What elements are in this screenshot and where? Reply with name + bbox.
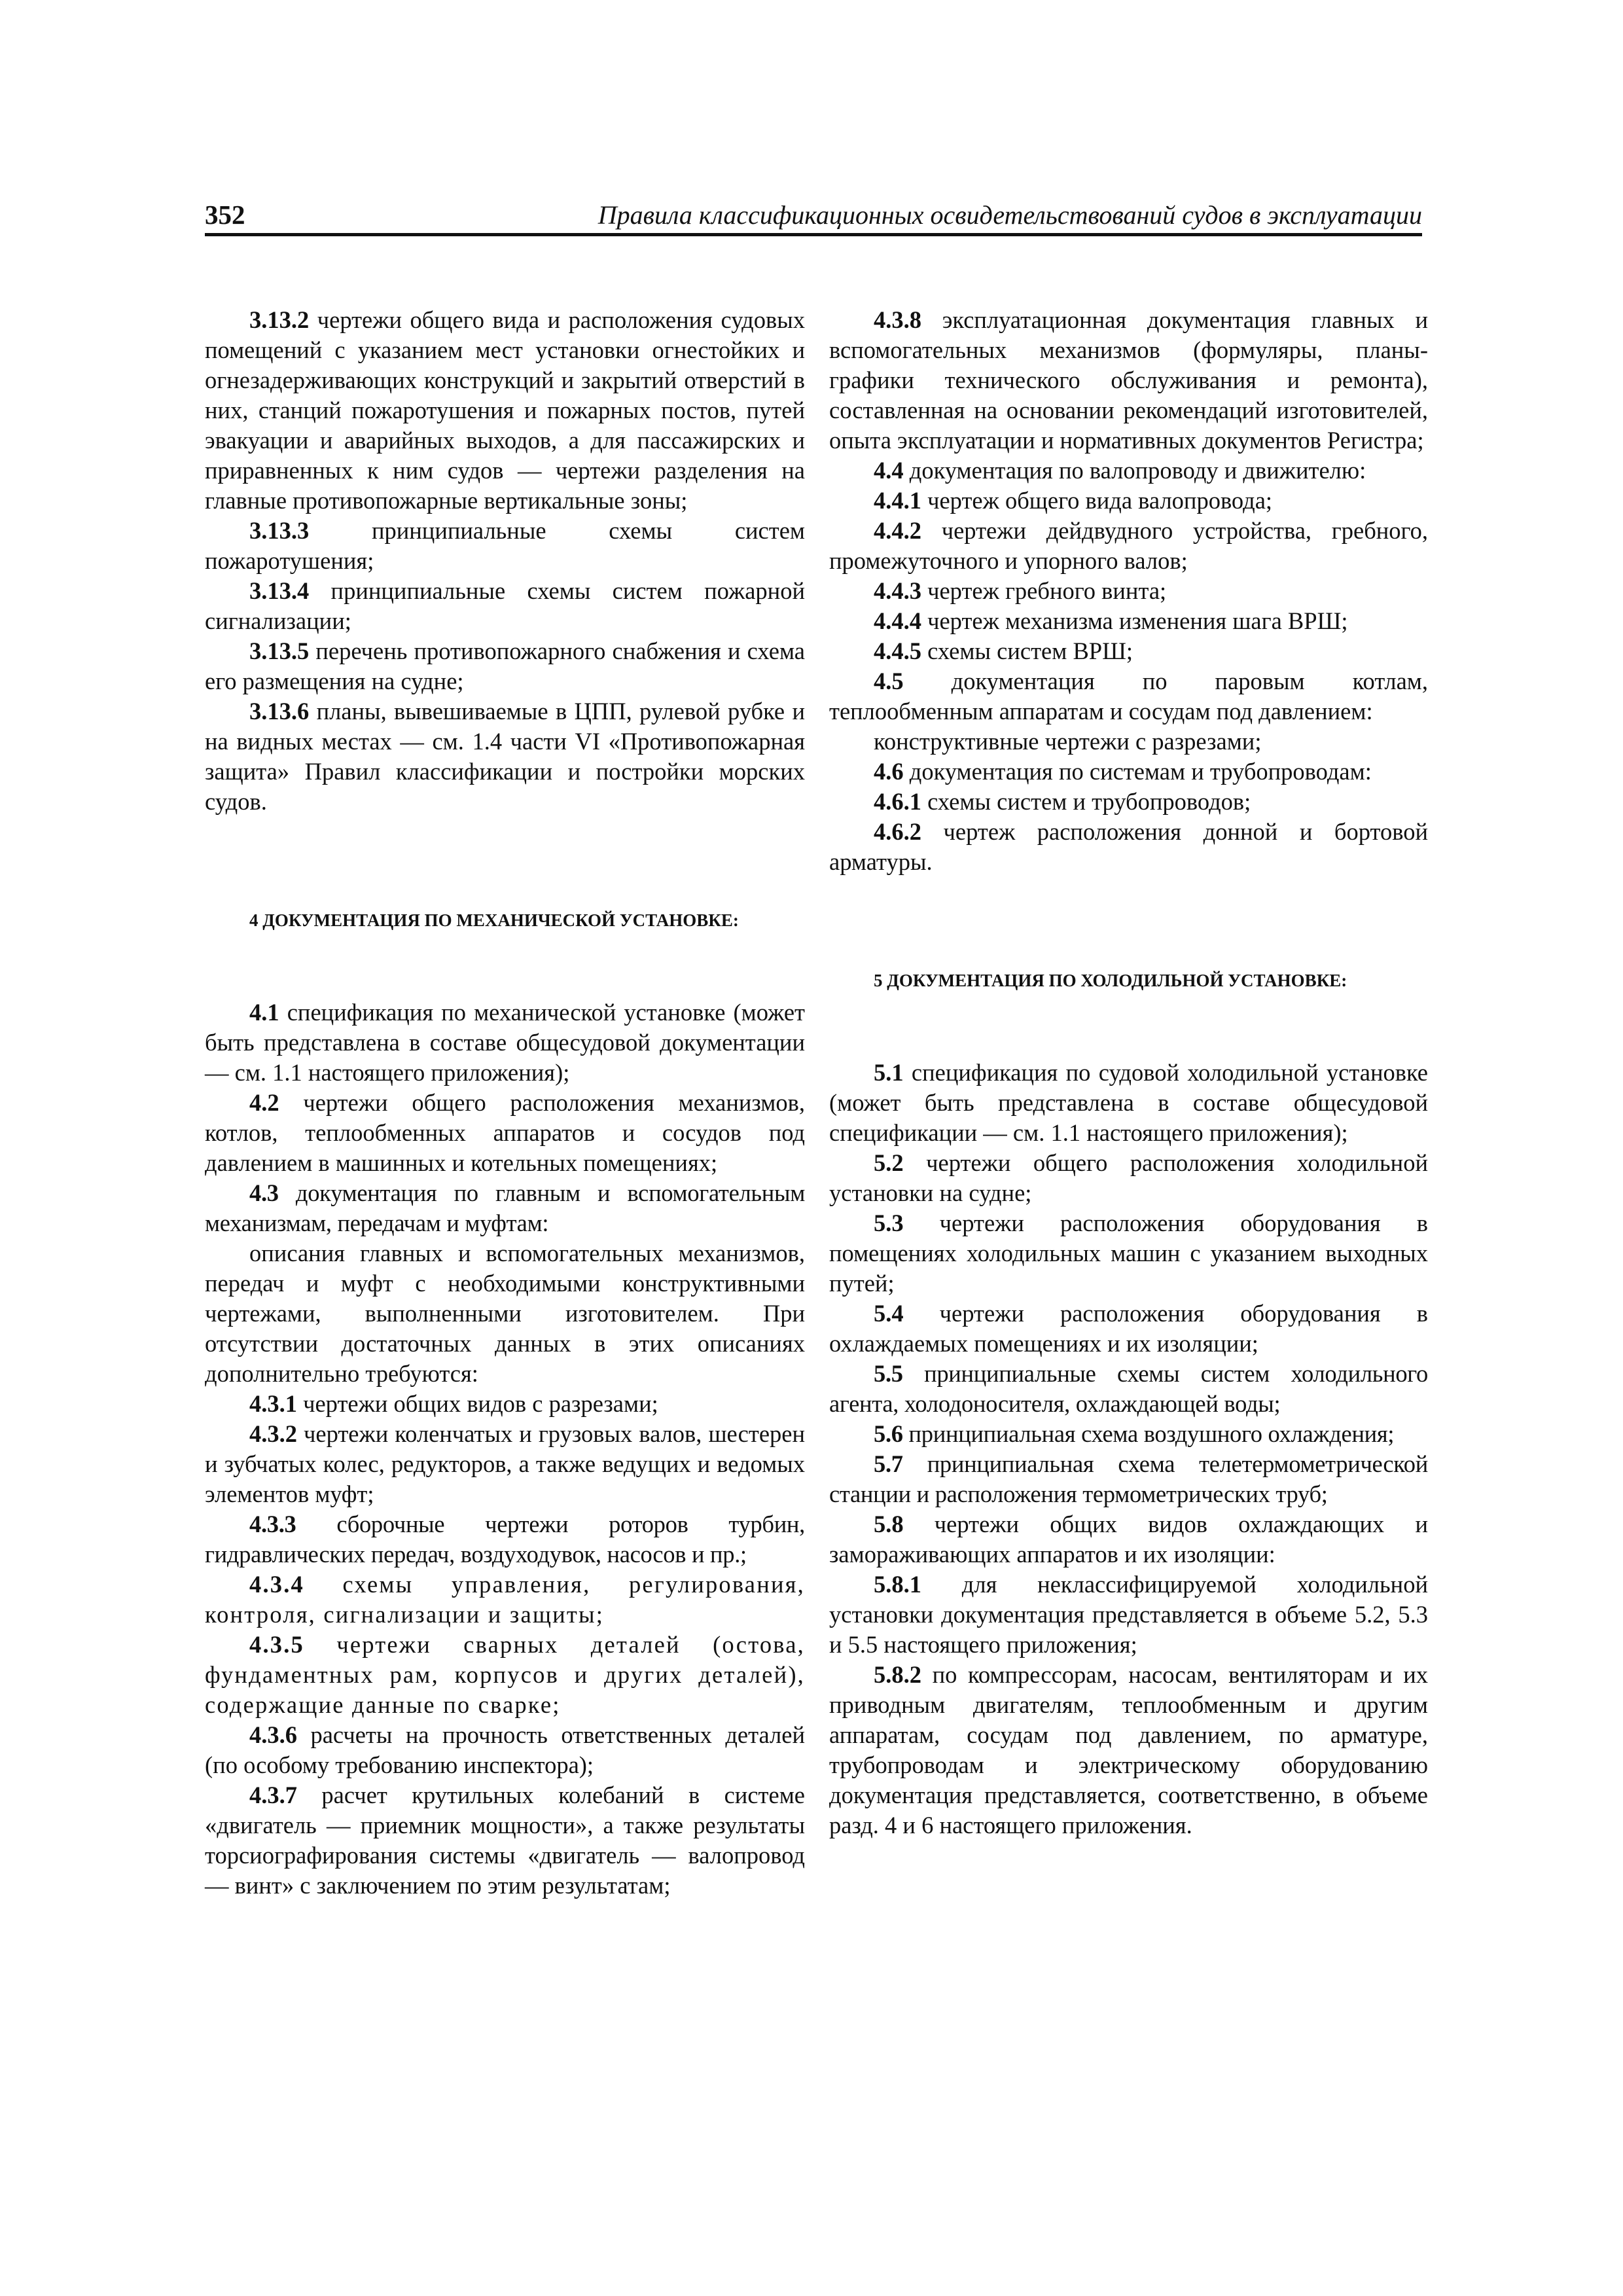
paragraph-4-3-4 (205, 1570, 805, 1630)
item-number: 4.5 (874, 668, 904, 694)
paragraph-3-13-6 (205, 696, 805, 817)
item-number: 4.4.2 (874, 517, 921, 544)
item-text: документация по паровым котлам, теплообменным аппаратам и сосудам под давлением: (829, 668, 1428, 725)
item-text: схемы управления, регулирования, контроля, сигнализации и защиты; (205, 1571, 805, 1628)
paragraph-3-13-4 (205, 576, 805, 636)
item-number: 4.3.4 (249, 1571, 304, 1598)
paragraph-4-4-1 (829, 486, 1428, 516)
item-text: расчеты на прочность ответственных деталей (по особому требованию инспектора); (205, 1721, 805, 1778)
paragraph-5-8-2 (829, 1660, 1428, 1840)
paragraph-5-5 (829, 1359, 1428, 1419)
paragraph-5-3 (829, 1208, 1428, 1299)
item-text: чертежи дейдвудного устройства, гребного, промежуточного и упорного валов; (829, 517, 1428, 574)
item-number: 3.13.6 (249, 698, 310, 725)
item-number: 4.3.2 (249, 1420, 297, 1447)
item-text: планы, вывешиваемые в ЦПП, рулевой рубке и на видных местах — см. 1.4 части VI «Противопожарная защита» Правил классификации и постройки морских судов. (205, 698, 805, 815)
item-number: 4.3.6 (249, 1721, 297, 1748)
item-number: 4.4.5 (874, 637, 921, 664)
item-number: 4.6.2 (874, 818, 921, 845)
item-text: чертежи сварных деталей (остова, фундаментных рам, корпусов и других деталей), содержащие данные по сварке; (205, 1631, 805, 1718)
paragraph-4-2 (205, 1088, 805, 1178)
item-text: принципиальная схема воздушного охлаждения; (902, 1420, 1395, 1447)
item-text: чертежи общего расположения механизмов, котлов, теплообменных аппаратов и сосудов под давлением в машинных и котельных помещениях; (205, 1089, 805, 1176)
item-number: 3.13.4 (249, 577, 310, 604)
page-number: 352 (205, 200, 245, 230)
item-text: чертежи общего вида и расположения судовых помещений с указанием мест установки огнестойких и огнезадерживающих конструкций и закрытий отверстий в них, станций пожаротушения и пожарных постов, путей эвакуации и аварийных выходов, а для пассажирских и приравненных к ним судов — чертежи разделения на главные противопожарные вертикальные зоны; (205, 306, 805, 514)
item-text: перечень противопожарного снабжения и схема его размещения на судне; (205, 637, 805, 694)
item-text: чертежи общих видов с разрезами; (297, 1390, 658, 1417)
item-number: 4.3.1 (249, 1390, 297, 1417)
paragraph-4-4 (829, 456, 1428, 486)
item-text: чертеж расположения донной и бортовой арматуры. (829, 818, 1428, 875)
paragraph-5-7 (829, 1449, 1428, 1509)
paragraph-4-3-5 (205, 1630, 805, 1720)
paragraph-4-3-3 (205, 1509, 805, 1570)
item-number: 4.3.3 (249, 1511, 296, 1537)
item-text: принципиальные схемы систем пожарной сигнализации; (205, 577, 805, 634)
item-number: 5.1 (874, 1059, 904, 1086)
item-number: 3.13.2 (249, 306, 310, 333)
paragraph-4-6 (829, 757, 1428, 787)
item-text: спецификация по механической установке (может быть представлена в составе общесудовой документации — см. 1.1 настоящего приложения); (205, 999, 805, 1086)
item-text: чертеж механизма изменения шага ВРШ; (921, 607, 1348, 634)
paragraph-4-4-4 (829, 606, 1428, 636)
item-number: 5.7 (874, 1450, 903, 1477)
paragraph-4-3-6 (205, 1720, 805, 1780)
paragraph-3-13-3 (205, 516, 805, 576)
paragraph-5-4 (829, 1299, 1428, 1359)
paragraph-5-6 (829, 1419, 1428, 1449)
item-number: 3.13.5 (249, 637, 310, 664)
item-number: 4.3.7 (249, 1782, 297, 1808)
item-number: 5.8 (874, 1511, 904, 1537)
item-text: документация по валопроводу и движителю: (903, 457, 1366, 484)
item-number: 4.1 (249, 999, 279, 1026)
paragraph-5-8 (829, 1509, 1428, 1570)
paragraph-3-13-2 (205, 305, 805, 516)
page-header (205, 196, 1422, 236)
item-number: 4.3.8 (874, 306, 921, 333)
paragraph-3-13-5 (205, 636, 805, 696)
paragraph-4-4-5 (829, 636, 1428, 666)
item-text: документация по системам и трубопроводам: (903, 758, 1372, 785)
item-number: 4.3 (249, 1179, 279, 1206)
running-title: Правила классификационных освидетельствований судов в эксплуатации (597, 200, 1422, 230)
paragraph-4-5-description (829, 726, 1428, 757)
item-number: 5.4 (874, 1300, 904, 1327)
paragraph-4-3-1 (205, 1389, 805, 1419)
paragraph-4-3-description (205, 1238, 805, 1389)
item-text: чертеж гребного винта; (921, 577, 1167, 604)
item-text: чертежи общего расположения холодильной установки на судне; (829, 1149, 1428, 1206)
item-text: схемы систем и трубопроводов; (921, 788, 1251, 815)
item-text: принципиальная схема телетермометрической станции и расположения термометрических труб; (829, 1450, 1428, 1507)
item-text: принципиальные схемы систем пожаротушения; (205, 517, 805, 574)
paragraph-4-3-7 (205, 1780, 805, 1901)
item-text: эксплуатационная документация главных и вспомогательных механизмов (формуляры, планы-графики технического обслуживания и ремонта), составленная на основании рекомендаций изготовителей, опыта эксплуатации и нормативных документов Регистра; (829, 306, 1428, 454)
item-text: для неклассифицируемой холодильной установки документация представляется в объеме 5.2, 5.3 и 5.5 настоящего приложения; (829, 1571, 1428, 1658)
item-number: 5.3 (874, 1210, 904, 1236)
paragraph-5-8-1 (829, 1570, 1428, 1660)
item-number: 5.2 (874, 1149, 904, 1176)
item-text: чертеж общего вида валопровода; (921, 487, 1273, 514)
paragraph-4-3-8 (829, 305, 1428, 456)
right-column (829, 305, 1428, 1840)
item-text: схемы систем ВРШ; (921, 637, 1133, 664)
item-number: 4.6 (874, 758, 904, 785)
item-number: 4.3.5 (249, 1631, 304, 1658)
item-number: 4.4.3 (874, 577, 921, 604)
paragraph-4-1 (205, 997, 805, 1088)
item-number: 3.13.3 (249, 517, 310, 544)
section-5-heading: 5 ДОКУМЕНТАЦИЯ ПО ХОЛОДИЛЬНОЙ УСТАНОВКЕ: (874, 971, 1347, 990)
item-text: чертежи расположения оборудования в помещениях холодильных машин с указанием выходных путей; (829, 1210, 1428, 1297)
item-number: 4.4.4 (874, 607, 921, 634)
item-number: 5.8.2 (874, 1661, 921, 1688)
item-text: принципиальные схемы систем холодильного агента, холодоносителя, охлаждающей воды; (829, 1360, 1428, 1417)
item-number: 5.5 (874, 1360, 903, 1387)
paragraph-4-3-2 (205, 1419, 805, 1509)
item-number: 4.4 (874, 457, 904, 484)
item-text: сборочные чертежи роторов турбин, гидравлических передач, воздуходувок, насосов и пр.; (205, 1511, 805, 1568)
paragraph-5-1 (829, 1058, 1428, 1148)
item-number: 4.6.1 (874, 788, 921, 815)
item-text: конструктивные чертежи с разрезами; (874, 728, 1262, 755)
item-number: 4.2 (249, 1089, 279, 1116)
paragraph-4-5 (829, 666, 1428, 726)
item-text: чертежи общих видов охлаждающих и замораживающих аппаратов и их изоляции: (829, 1511, 1428, 1568)
paragraph-4-6-1 (829, 787, 1428, 817)
item-text: документация по главным и вспомогательным механизмам, передачам и муфтам: (205, 1179, 805, 1236)
item-text: чертежи расположения оборудования в охлаждаемых помещениях и их изоляции; (829, 1300, 1428, 1357)
paragraph-4-3 (205, 1178, 805, 1238)
item-number: 5.8.1 (874, 1571, 921, 1598)
paragraph-4-6-2 (829, 817, 1428, 877)
section-4-heading: 4 ДОКУМЕНТАЦИЯ ПО МЕХАНИЧЕСКОЙ УСТАНОВКЕ: (249, 910, 739, 930)
item-number: 5.6 (874, 1420, 903, 1447)
item-text: описания главных и вспомогательных механизмов, передач и муфт с необходимыми конструктивными чертежами, выполненными изготовителем. При отсутствии достаточных данных в этих описаниях дополнительно требуются: (205, 1240, 805, 1387)
left-column (205, 305, 805, 1901)
paragraph-4-4-2 (829, 516, 1428, 576)
item-text: расчет крутильных колебаний в системе «двигатель — приемник мощности», а также результаты торсиографирования системы «двигатель — валопровод — винт» с заключением по этим результатам; (205, 1782, 805, 1899)
item-number: 4.4.1 (874, 487, 921, 514)
item-text: спецификация по судовой холодильной установке (может быть представлена в составе общесудовой спецификации — см. 1.1 настоящего приложения); (829, 1059, 1428, 1146)
paragraph-5-2 (829, 1148, 1428, 1208)
paragraph-4-4-3 (829, 576, 1428, 606)
item-text: по компрессорам, насосам, вентиляторам и их приводным двигателям, теплообменным и другим аппаратам, сосудам под давлением, по арматуре, трубопроводам и электрическому оборудованию документация представляется, соответственно, в объеме разд. 4 и 6 настоящего приложения. (829, 1661, 1428, 1839)
item-text: чертежи коленчатых и грузовых валов, шестерен и зубчатых колес, редукторов, а также ведущих и ведомых элементов муфт; (205, 1420, 805, 1507)
